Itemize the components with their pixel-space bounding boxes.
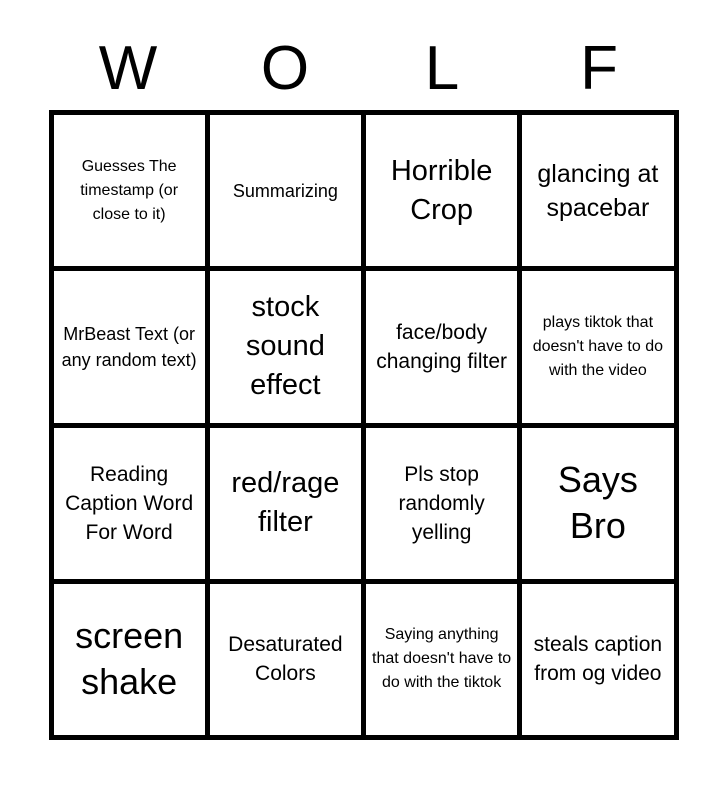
bingo-grid (49, 110, 679, 740)
bingo-cell-label: screen shake (75, 615, 184, 703)
bingo-cell-label: Desaturated Colors (228, 633, 343, 686)
bingo-header (50, 34, 678, 104)
bingo-cell-label: MrBeast Text (or any random text) (61, 323, 197, 370)
bingo-cell[interactable] (54, 428, 205, 579)
bingo-cell[interactable] (210, 115, 361, 266)
header-letter-2: O (260, 34, 310, 103)
bingo-cell[interactable] (366, 271, 517, 422)
bingo-cell[interactable] (366, 428, 517, 579)
bingo-cell-label: plays tiktok that doesn't have to do with the video (532, 313, 663, 379)
bingo-cell[interactable] (210, 271, 361, 422)
bingo-cell-label: Pls stop randomly yelling (398, 462, 485, 544)
header-letter-4: F (580, 34, 618, 103)
bingo-cell-label: Reading Caption Word For Word (65, 462, 194, 544)
bingo-cell[interactable] (54, 115, 205, 266)
bingo-cell-label: red/rage filter (231, 467, 340, 539)
bingo-cell-label: glancing at spacebar (537, 159, 659, 222)
bingo-cell-label: stock sound effect (245, 291, 325, 402)
header-letter-1: W (98, 34, 158, 103)
bingo-cell[interactable] (522, 584, 673, 735)
bingo-cell-label: Guesses The timestamp (or close to it) (80, 157, 179, 223)
bingo-cell-label: steals caption from og video (533, 633, 663, 686)
bingo-cell[interactable] (522, 115, 673, 266)
bingo-cell-label: Summarizing (232, 180, 338, 201)
header-letter-3: L (424, 34, 460, 103)
bingo-cell[interactable] (366, 115, 517, 266)
bingo-cell[interactable] (522, 428, 673, 579)
bingo-cell-label: Saying anything that doesn't have to do with the tiktok (372, 626, 512, 692)
bingo-cell-label: Horrible Crop (390, 154, 493, 226)
bingo-cell-label: face/body changing filter (376, 320, 507, 373)
bingo-cell-label: Says Bro (557, 459, 638, 547)
bingo-cell[interactable] (54, 271, 205, 422)
bingo-cell[interactable] (522, 271, 673, 422)
bingo-cell[interactable] (54, 584, 205, 735)
bingo-cell[interactable] (210, 584, 361, 735)
bingo-cell[interactable] (366, 584, 517, 735)
bingo-cell[interactable] (210, 428, 361, 579)
